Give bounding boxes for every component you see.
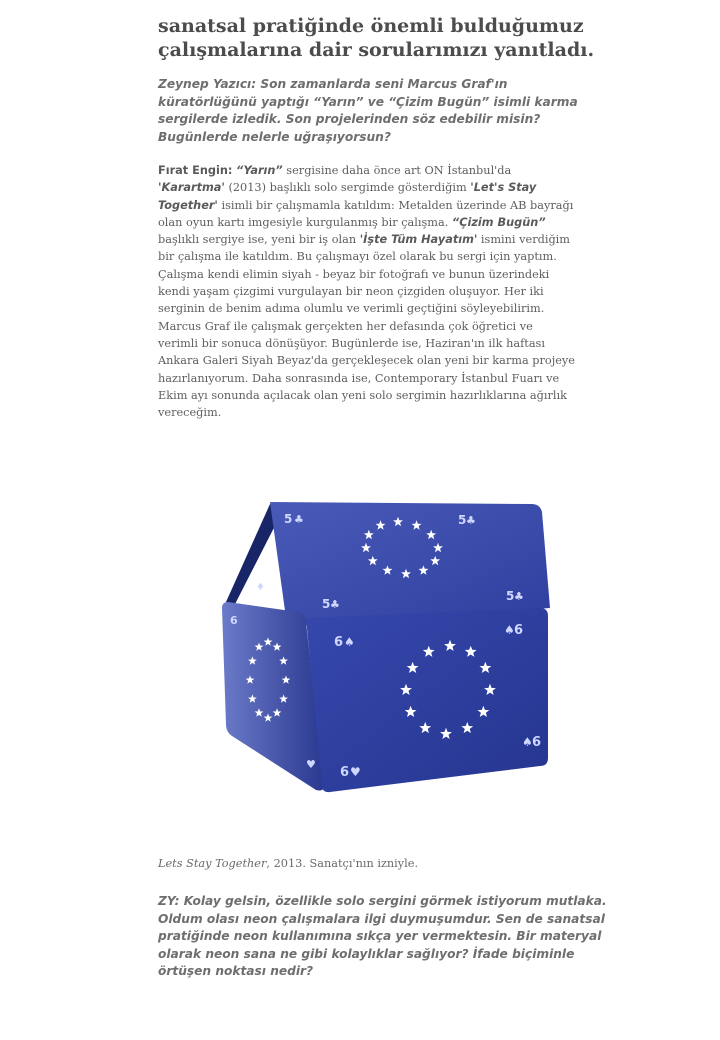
answer-line: kendi yaşam çizgimi vurgulayan bir neon çizgiden oluşuyor. Her iki xyxy=(158,285,544,299)
answer-line: Marcus Graf ile çalışmak gerçekten her defasında çok öğretici ve xyxy=(158,319,533,333)
suit-heart-icon: ♥ xyxy=(350,765,361,779)
interview-answer-1 xyxy=(158,162,628,421)
answer-line: hazırlanıyorum. Daha sonrasında ise, Contemporary İstanbul Fuarı ve xyxy=(158,371,560,385)
question-line: Bugünlerde nelerle uğraşıyorsun? xyxy=(158,129,391,144)
suit-club-icon: ♣ xyxy=(330,598,340,611)
suit-spade-icon: ♠ xyxy=(522,735,533,749)
question-line: ZY: Kolay gelsin, özellikle solo sergini görmek istiyorum mutlaka. xyxy=(158,894,607,908)
suit-spade-icon: ♠ xyxy=(344,635,355,649)
exhibition-title: “Çizim Bugün” xyxy=(451,215,546,229)
answer-text: (2013) başlıklı solo sergimde gösterdiğim xyxy=(224,181,471,195)
suit-club-icon: ♣ xyxy=(514,590,524,603)
card-rank: 5 xyxy=(284,512,293,526)
question-line: küratörlüğünü yaptığı “Yarın” ve “Çizim Bugün” isimli karma xyxy=(158,94,578,109)
card-rank: 6 xyxy=(514,623,524,638)
answer-line: serginin de benim adıma olumlu ve verimli geçtiğini söyleyebilirim. xyxy=(158,302,545,316)
artwork-title: 'İşte Tüm Hayatım' xyxy=(359,233,478,247)
image-caption xyxy=(158,857,418,870)
answer-line: Çalışma kendi elimin siyah - beyaz bir fotoğrafı ve bunun üzerindeki xyxy=(158,267,550,281)
answer-line: Ekim ayı sonunda açılacak olan yeni solo sergimin hazırlıklarına ağırlık xyxy=(158,388,567,402)
card-rank: 5 xyxy=(322,597,331,611)
question-line: Zeynep Yazıcı: Son zamanlarda seni Marcus Graf'ın xyxy=(158,77,508,91)
card-rank: 6 xyxy=(334,635,344,650)
interview-question-2 xyxy=(158,893,628,981)
suit-club-icon: ♣ xyxy=(466,514,476,527)
card-rank: 6 xyxy=(532,735,542,750)
question-line: pratiğinde neon kullanımına sıkça yer vermektesin. Bir materyal xyxy=(158,929,602,944)
answer-text: başlıklı sergiye ise, yeni bir iş olan xyxy=(158,233,360,247)
answer-text: isimli bir çalışmamla katıldım: Metalden üzerinde AB bayrağı xyxy=(217,198,574,212)
caption-text: , 2013. Sanatçı'nın izniyle. xyxy=(266,857,419,870)
interview-question-1 xyxy=(158,76,628,146)
heading-line: çalışmalarına dair sorularımızı yanıtladı. xyxy=(158,39,595,61)
artwork-image xyxy=(210,490,560,810)
suit-club-icon: ♣ xyxy=(294,513,304,526)
answer-line xyxy=(158,162,628,179)
answer-line xyxy=(158,231,628,248)
card-rank: 6 xyxy=(340,765,350,780)
caption-title: Lets Stay Together xyxy=(158,857,267,870)
heading-line: sanatsal pratiğinde önemli bulduğumuz xyxy=(158,15,584,37)
card-rank: 6 xyxy=(230,614,238,627)
question-line: Oldum olası neon çalışmalara ilgi duymuşumdur. Sen de sanatsal xyxy=(158,911,605,926)
answer-line: bir çalışma ile katıldım. Bu çalışmayı özel olarak bu sergi için yaptım. xyxy=(158,250,557,264)
answer-text: ismini verdiğim xyxy=(477,233,571,247)
artwork-title: 'Let's Stay xyxy=(470,181,537,195)
roof-right-card xyxy=(270,502,550,626)
answer-text: olan oyun kartı imgesiyle kurgulanmış bir çalışma. xyxy=(158,215,452,229)
suit-heart-icon: ♥ xyxy=(306,758,316,771)
answer-text: sergisine daha önce art ON İstanbul'da xyxy=(282,164,512,177)
answer-line: vereceğim. xyxy=(158,406,222,420)
artwork-title: Together' xyxy=(158,198,218,212)
speaker-name: Fırat Engin: xyxy=(158,164,233,177)
answer-line xyxy=(158,214,628,231)
article-heading xyxy=(158,14,628,62)
exhibition-title: 'Karartma' xyxy=(158,181,225,195)
card-rank: 5 xyxy=(506,589,515,603)
exhibition-title: “Yarın” xyxy=(236,164,283,177)
card-house-illustration xyxy=(210,490,560,810)
answer-line xyxy=(158,197,628,214)
suit-diamond-icon: ♦ xyxy=(256,582,265,593)
question-line: olarak neon sana ne gibi kolaylıklar sağlıyor? İfade biçiminle xyxy=(158,946,575,961)
answer-line: verimli bir sonuca dönüşüyor. Bugünlerde ise, Haziran'ın ilk haftası xyxy=(158,336,545,350)
question-line: sergilerde izledik. Son projelerinden söz edebilir misin? xyxy=(158,112,541,127)
suit-spade-icon: ♠ xyxy=(504,623,515,637)
card-rank: 5 xyxy=(458,513,467,527)
answer-line xyxy=(158,179,628,196)
answer-line: Ankara Galeri Siyah Beyaz'da gerçekleşecek olan yeni bir karma projeye xyxy=(158,354,575,368)
question-line: örtüşen noktası nedir? xyxy=(158,964,314,979)
